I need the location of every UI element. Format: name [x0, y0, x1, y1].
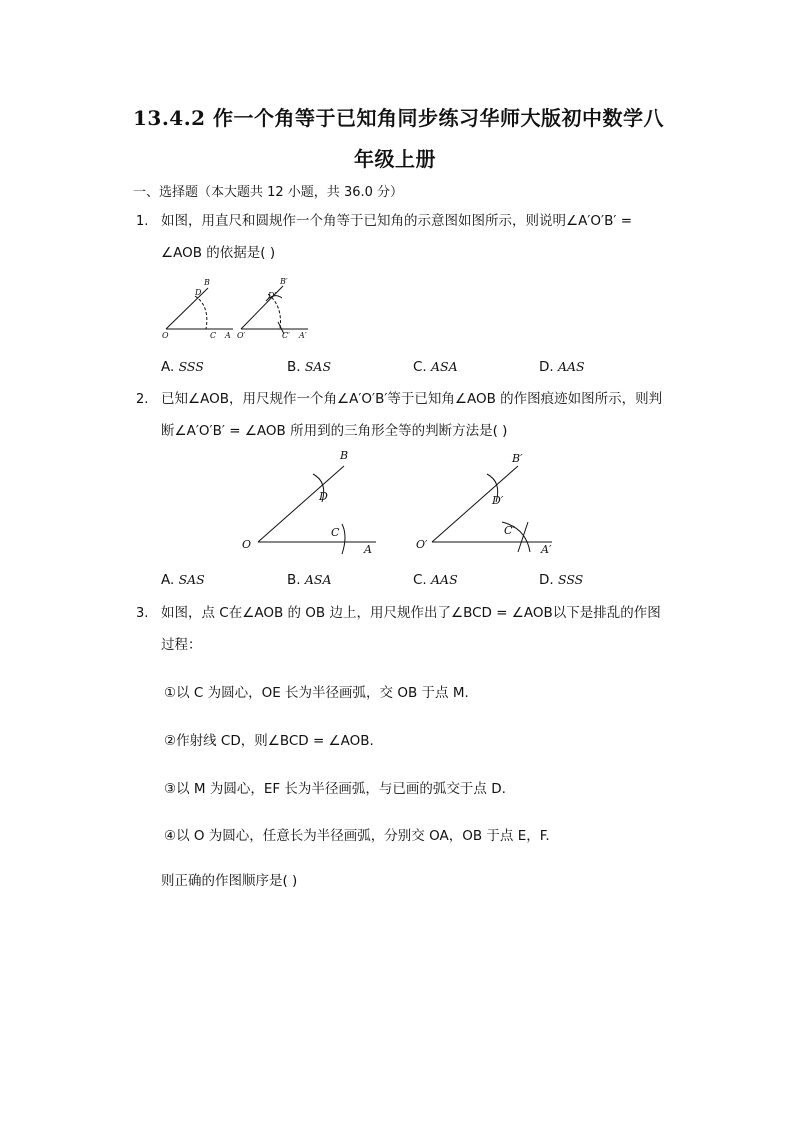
q1-label-C: C — [210, 331, 217, 340]
q1-option-d[interactable] — [539, 359, 585, 375]
q3-text-line1: 如图，点 C在∠AOB 的 OB 边上，用尺规作出了∠BCD = ∠AOB以下是排乱的作图 — [161, 605, 661, 621]
q2-option-c[interactable] — [413, 572, 458, 588]
q2-option-a-value: SAS — [178, 572, 205, 587]
q1-option-d-value: AAS — [557, 359, 585, 374]
q1-option-a[interactable] — [161, 359, 204, 375]
q2-label-B: B — [340, 449, 349, 462]
q1-label-D2: D′ — [268, 291, 277, 300]
section-heading: 一、选择题（本大题共 12 小题，共 36.0 分） — [133, 185, 404, 200]
q2-label-A2: A′ — [541, 543, 552, 556]
q2-label-C2: C′ — [504, 524, 515, 537]
q1-label-B2: B′ — [280, 277, 288, 286]
q2-label-A: A — [364, 543, 372, 556]
q1-option-b-letter: B. — [287, 359, 301, 375]
doc-title-line1: 13.4.2 作一个角等于已知角同步练习华师大版初中数学八 — [133, 106, 665, 130]
q3-step-2: ②作射线 CD，则∠BCD = ∠AOB. — [164, 733, 374, 749]
q1-text-line2: ∠AOB 的依据是( ) — [161, 245, 276, 261]
q2-label-D: D — [319, 490, 328, 503]
q1-label-A: A — [225, 331, 231, 340]
q1-text-line1: 如图，用直尺和圆规作一个角等于已知角的示意图如图所示，则说明∠A′O′B′ = — [161, 213, 633, 229]
q2-figure — [236, 444, 566, 564]
q1-option-a-letter: A. — [161, 359, 175, 375]
q2-option-d[interactable] — [539, 572, 583, 588]
q2-option-d-value: SSS — [557, 572, 584, 587]
q2-text-line2: 断∠A′O′B′ = ∠AOB 所用到的三角形全等的判断方法是( ) — [161, 423, 508, 439]
q1-label-O2: O′ — [237, 331, 246, 340]
q1-option-c-value: ASA — [431, 359, 458, 374]
q1-option-c[interactable] — [413, 359, 458, 375]
q1-label-A2: A′ — [299, 331, 307, 340]
q2-label-C: C — [331, 526, 340, 539]
q2-option-b-letter: B. — [287, 572, 301, 588]
q1-label-O: O — [162, 331, 169, 340]
q1-option-c-letter: C. — [413, 359, 427, 375]
q2-option-a[interactable] — [161, 572, 205, 588]
q2-option-d-letter: D. — [539, 572, 554, 588]
q2-option-c-value: AAS — [431, 572, 458, 587]
q2-option-c-letter: C. — [413, 572, 427, 588]
q3-step-3: ③以 M 为圆心，EF 长为半径画弧，与已画的弧交于点 D. — [164, 781, 506, 797]
q1-figure — [158, 274, 318, 344]
q1-label-C2: C′ — [282, 331, 290, 340]
q2-label-B2: B′ — [512, 452, 523, 465]
q3-text-line2: 过程： — [161, 637, 202, 653]
q3-step-4: ④以 O 为圆心，任意长为半径画弧，分别交 OA，OB 于点 E，F. — [164, 828, 550, 844]
q1-option-a-value: SSS — [178, 359, 204, 374]
q2-label-O: O — [242, 538, 252, 551]
q2-label-D2: D′ — [492, 494, 504, 507]
q1-option-d-letter: D. — [539, 359, 554, 375]
q2-text-line1: 已知∠AOB，用尺规作一个角∠A′O′B′等于已知角∠AOB 的作图痕迹如图所示，则判 — [161, 391, 663, 407]
doc-title-line2: 年级上册 — [354, 147, 436, 171]
q2-option-b-value: ASA — [304, 572, 332, 587]
q3-number: 3. — [136, 606, 149, 621]
q2-number: 2. — [136, 392, 149, 407]
q2-option-b[interactable] — [287, 572, 331, 588]
q3-step-1: ①以 C 为圆心，OE 长为半径画弧，交 OB 于点 M. — [164, 685, 469, 701]
q1-option-b-value: SAS — [304, 359, 332, 374]
q1-number: 1. — [136, 214, 149, 229]
q3-final: 则正确的作图顺序是( ) — [161, 873, 298, 889]
q2-label-O2: O′ — [416, 538, 428, 551]
q1-option-b[interactable] — [287, 359, 331, 375]
q1-label-D: D — [195, 288, 202, 297]
q2-option-a-letter: A. — [161, 572, 175, 588]
q1-label-B: B — [204, 278, 210, 287]
